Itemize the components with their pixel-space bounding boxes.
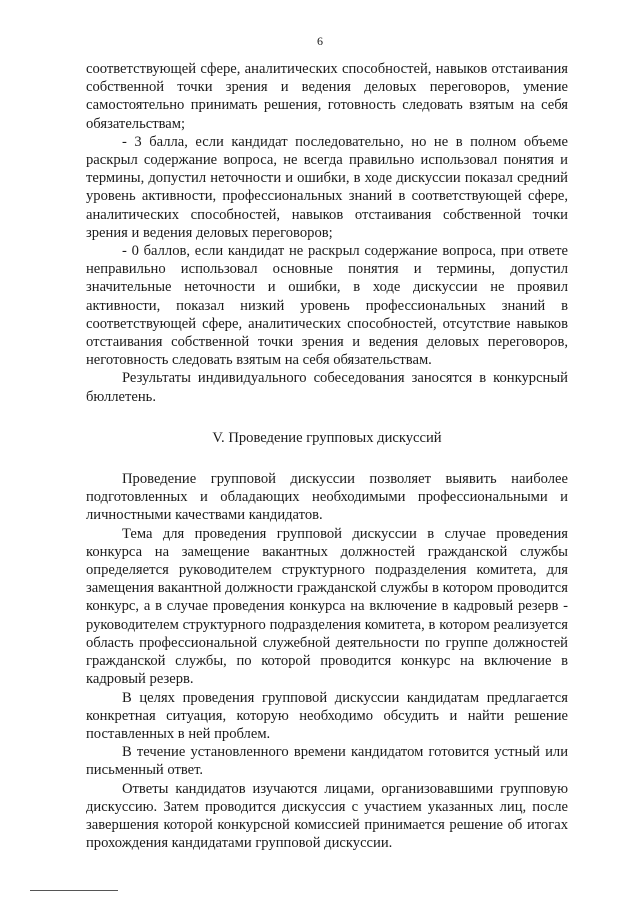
paragraph-discussion-intro: Проведение групповой дискуссии позволяет выявить наиболее подготовленных и обладающих необходимыми профессиональными и личностными качествами кандидатов. — [86, 471, 568, 524]
paragraph-continuation: соответствующей сфере, аналитических способностей, навыков отстаивания собственной точки зрения и ведения деловых переговоров, умение самостоятельно принимать решения, готовность следовать взятым на себя обязательствам; — [86, 61, 568, 132]
paragraph-score-0: - 0 баллов, если кандидат не раскрыл содержание вопроса, при ответе неправильно использовал основные понятия и термины, допустил значительные неточности и ошибки, в ходе дискуссии не проявил активности, показал низкий уровень профессиональных знаний в соответствующей сфере, аналитических способностей, отсутствие навыков отстаивания собственной точки зрения и ведения деловых переговоров, неготовность следовать взятым на себя обязательствам. — [86, 243, 568, 369]
paragraph-discussion-situation: В целях проведения групповой дискуссии кандидатам предлагается конкретная ситуация, которую необходимо обсудить и найти решение поставленных в ней проблем. — [86, 689, 568, 742]
paragraph-discussion-evaluation: Ответы кандидатов изучаются лицами, организовавшими групповую дискуссию. Затем проводится дискуссия с участием указанных лиц, после завершения которой конкурсной комиссией принимается решение об итогах прохождения кандидатами групповой дискуссии. — [86, 780, 568, 852]
paragraph-score-3: - 3 балла, если кандидат последовательно, но не в полном объеме раскрыл содержание вопроса, не всегда правильно использовал понятия и термины, допустил неточности и ошибки, в ходе дискуссии показал средний уровень активности, профессиональных знаний в соответствующей сфере, аналитических способностей, навыков отстаивания собственной точки зрения и ведения деловых переговоров; — [86, 133, 568, 241]
document-body — [86, 60, 568, 852]
paragraph-discussion-topic: Тема для проведения групповой дискуссии в случае проведения конкурса на замещение вакантных должностей гражданской службы определяется руководителем структурного подразделения комитета, для замещения вакантной должности гражданской службы в котором проводится конкурс, а в случае проведения конкурса на включение в кадровый резерв - руководителем структурного подразделения комитета, в котором реализуется область профессиональной служебной деятельности по группе должностей гражданской службы, по которой проводится конкурс на включение в кадровый резерв. — [86, 525, 568, 688]
footer-divider — [30, 890, 118, 891]
paragraph-results: Результаты индивидуального собеседования заносятся в конкурсный бюллетень. — [86, 370, 568, 405]
section-heading: V. Проведение групповых дискуссий — [212, 429, 442, 446]
paragraph-discussion-answer: В течение установленного времени кандидатом готовится устный или письменный ответ. — [86, 744, 568, 779]
page-number: 6 — [317, 34, 323, 48]
